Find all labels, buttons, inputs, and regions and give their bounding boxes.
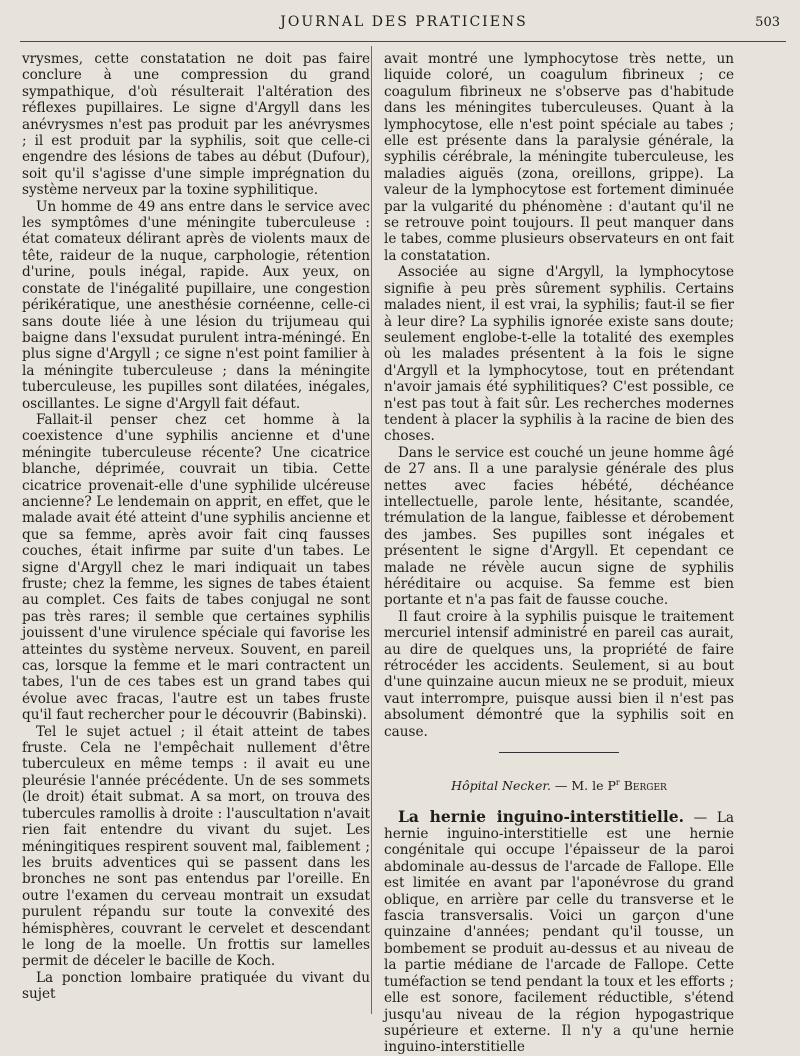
section-paragraph xyxy=(384,806,734,1056)
right-column xyxy=(384,51,734,1056)
paragraph: Il faut croire à la syphilis puisque le traitement mercuriel intensif administré en pareil cas aurait, au dire de quelques uns, la propriété de faire rétrocéder les accidents. Seulement, si au bout d'une quinzaine aucun mieux ne se produit, mieux vaut interrompre, puisque aussi bien il n'est pas absolument démontré que la syphilis soit en cause. xyxy=(384,608,734,740)
byline-superscript: r xyxy=(615,778,620,788)
page-header xyxy=(24,12,784,36)
section-text: — La hernie inguino-interstitielle est une hernie congénitale qui occupe l'épaisseur de la paroi abdominale au-dessus de l'arcade de Fallope. Elle est limitée en avant par l'aponévrose du grand oblique, en arrière par celle du transverse et le fascia transversalis. Voici un garçon d'une quinzaine d'années; pendant qu'il tousse, un bombement se produit au-dessus et au niveau de la partie médiane de l'arcade de Fallope. Cette tuméfaction se tend pendant la toux et les efforts ; elle est sonore, facilement réductible, s'étend jusqu'au niveau de la région hypogastrique supérieure et externe. Il n'y a qu'une hernie inguino-interstitielle xyxy=(384,809,734,1056)
paragraph: avait montré une lymphocytose très nette, un liquide coloré, un coagulum fibrineux ; ce coagulum fibrineux ne s'observe pas d'habitude dans les méningites tuberculeuses. Quant à la lymphocytose, elle n'est point spéciale au tabes ; elle est présente dans la paralysie générale, la syphilis cérébrale, la méningite tuberculeuse, les maladies aiguës (zona, oreillons, grippe). La valeur de la lymphocytose est fortement diminuée par la vulgarité du phénomène : d'autant qu'il ne se retrouve point toujours. Il peut manquer dans le tabes, comme plusieurs observateurs en ont fait la constatation. xyxy=(384,51,734,264)
running-title: JOURNAL DES PRATICIENS xyxy=(280,14,528,30)
lecture-byline xyxy=(384,775,734,795)
paragraph: La ponction lombaire pratiquée du vivant du sujet xyxy=(22,969,370,1003)
paragraph: Associée au signe d'Argyll, la lymphocytose signifie à peu près sûrement syphilis. Certains malades nient, il est vrai, la syphilis; faut-il se fier à leur dire? La syphilis ignorée existe sans doute; seulement englobe-t-elle la totalité des exemples où les malades présentent à la fois le signe d'Argyll et la lymphocytose, tout en prétendant n'avoir jamais été syphilitiques? C'est possible, ce n'est pas tout à fait sûr. Les recherches modernes tendent à placer la syphilis à la racine de bien des choses. xyxy=(384,264,734,445)
paragraph: Dans le service est couché un jeune homme âgé de 27 ans. Il a une paralysie générale des plus nettes avec facies hébété, déchéance intellectuelle, parole lente, hésitante, scandée, trémulation de la langue, faiblesse et dérobement des jambes. Ses pupilles sont inégales et présentent le signe d'Argyll. Et cependant ce malade ne révèle aucun signe de syphilis héréditaire ou acquise. Sa femme est bien portante et n'a pas fait de fausse couche. xyxy=(384,444,734,609)
section-title: La hernie inguino-interstitielle. xyxy=(398,806,684,826)
page-number: 503 xyxy=(755,15,780,30)
paragraph: Tel le sujet actuel ; il était atteint de tabes fruste. Cela ne l'empêchait nullement d'être tuberculeux en même temps : il avait eu une pleurésie l'année précédente. Un de ses sommets (le droit) était submat. A sa mort, on trouva des tubercules ramollis à droite : l'auscultation n'avait rien fait entendre du vivant du sujet. Les méningitiques respirent souvent mal, faiblement ; les bruits adventices qui se passent dans les bronches ne sont pas entendus par l'oreille. En outre l'examen du cerveau montrait un exsudat purulent répandu sur toute la convexité des hémisphères, couvrant le cervelet et descendant le long de la moelle. Un frottis sur lamelles permit de déceler le bacille de Koch. xyxy=(22,723,370,970)
professor-name: Berger xyxy=(623,778,667,794)
paragraph: vrysmes, cette constatation ne doit pas faire conclure à une compression du grand sympathique, d'où résulterait l'altération des réflexes pupillaires. Le signe d'Argyll dans les anévrysmes n'est pas produit par les anévrysmes ; il est produit par la syphilis, soit que celle-ci engendre des lésions de tabes au début (Dufour), soit qu'il s'agisse d'une simple imprégnation du système nerveux par la toxine syphilitique. xyxy=(22,51,370,199)
byline-prefix: — M. le P xyxy=(550,778,616,794)
column-divider xyxy=(371,46,372,1014)
paragraph: Un homme de 49 ans entre dans le service avec les symptômes d'une méningite tuberculeuse : état comateux délirant après de violents maux de tête, raideur de la nuque, carphologie, rétention d'urine, pouls inégal, rapide. Aux yeux, on constate de l'inégalité pupillaire, une congestion périkératique, une anesthésie cornéenne, celle-ci sans doute liée à une lésion du trijumeau qui baigne dans l'exsudat purulent intra-méningé. En plus signe d'Argyll ; ce signe n'est point familier à la méningite tuberculeuse ; dans la méningite tuberculeuse, les pupilles sont dilatées, inégales, oscillantes. Le signe d'Argyll fait défaut. xyxy=(22,198,370,412)
header-rule xyxy=(20,41,786,42)
section-separator xyxy=(499,752,619,753)
hospital-name: Hôpital Necker. xyxy=(451,778,551,794)
paragraph: Fallait-il penser chez cet homme à la coexistence d'une syphilis ancienne et d'une méningite tuberculeuse récente? Une cicatrice blanche, déprimée, couvrait un tibia. Cette cicatrice provenait-elle d'une syphilide ulcéreuse ancienne? Le lendemain on apprit, en effet, que le malade avait été atteint d'une syphilis ancienne et que sa femme, après avoir fait cinq fausses couches, était infirme par suite d'un tabes. Le signe d'Argyll chez le mari indiquait un tabes fruste; chez la femme, les signes de tabes étaient au complet. Ces faits de tabes conjugal ne sont pas très rares; il semble que certaines syphilis jouissent d'une virulence spéciale qui favorise les atteintes du système nerveux. Souvent, en pareil cas, lorsque la femme et le mari contractent un tabes, l'un de ces tabes est un grand tabes qui évolue avec fracas, l'autre est un tabes fruste qu'il faut rechercher pour le découvrir (Babinski). xyxy=(22,411,370,724)
left-column xyxy=(22,51,370,1003)
